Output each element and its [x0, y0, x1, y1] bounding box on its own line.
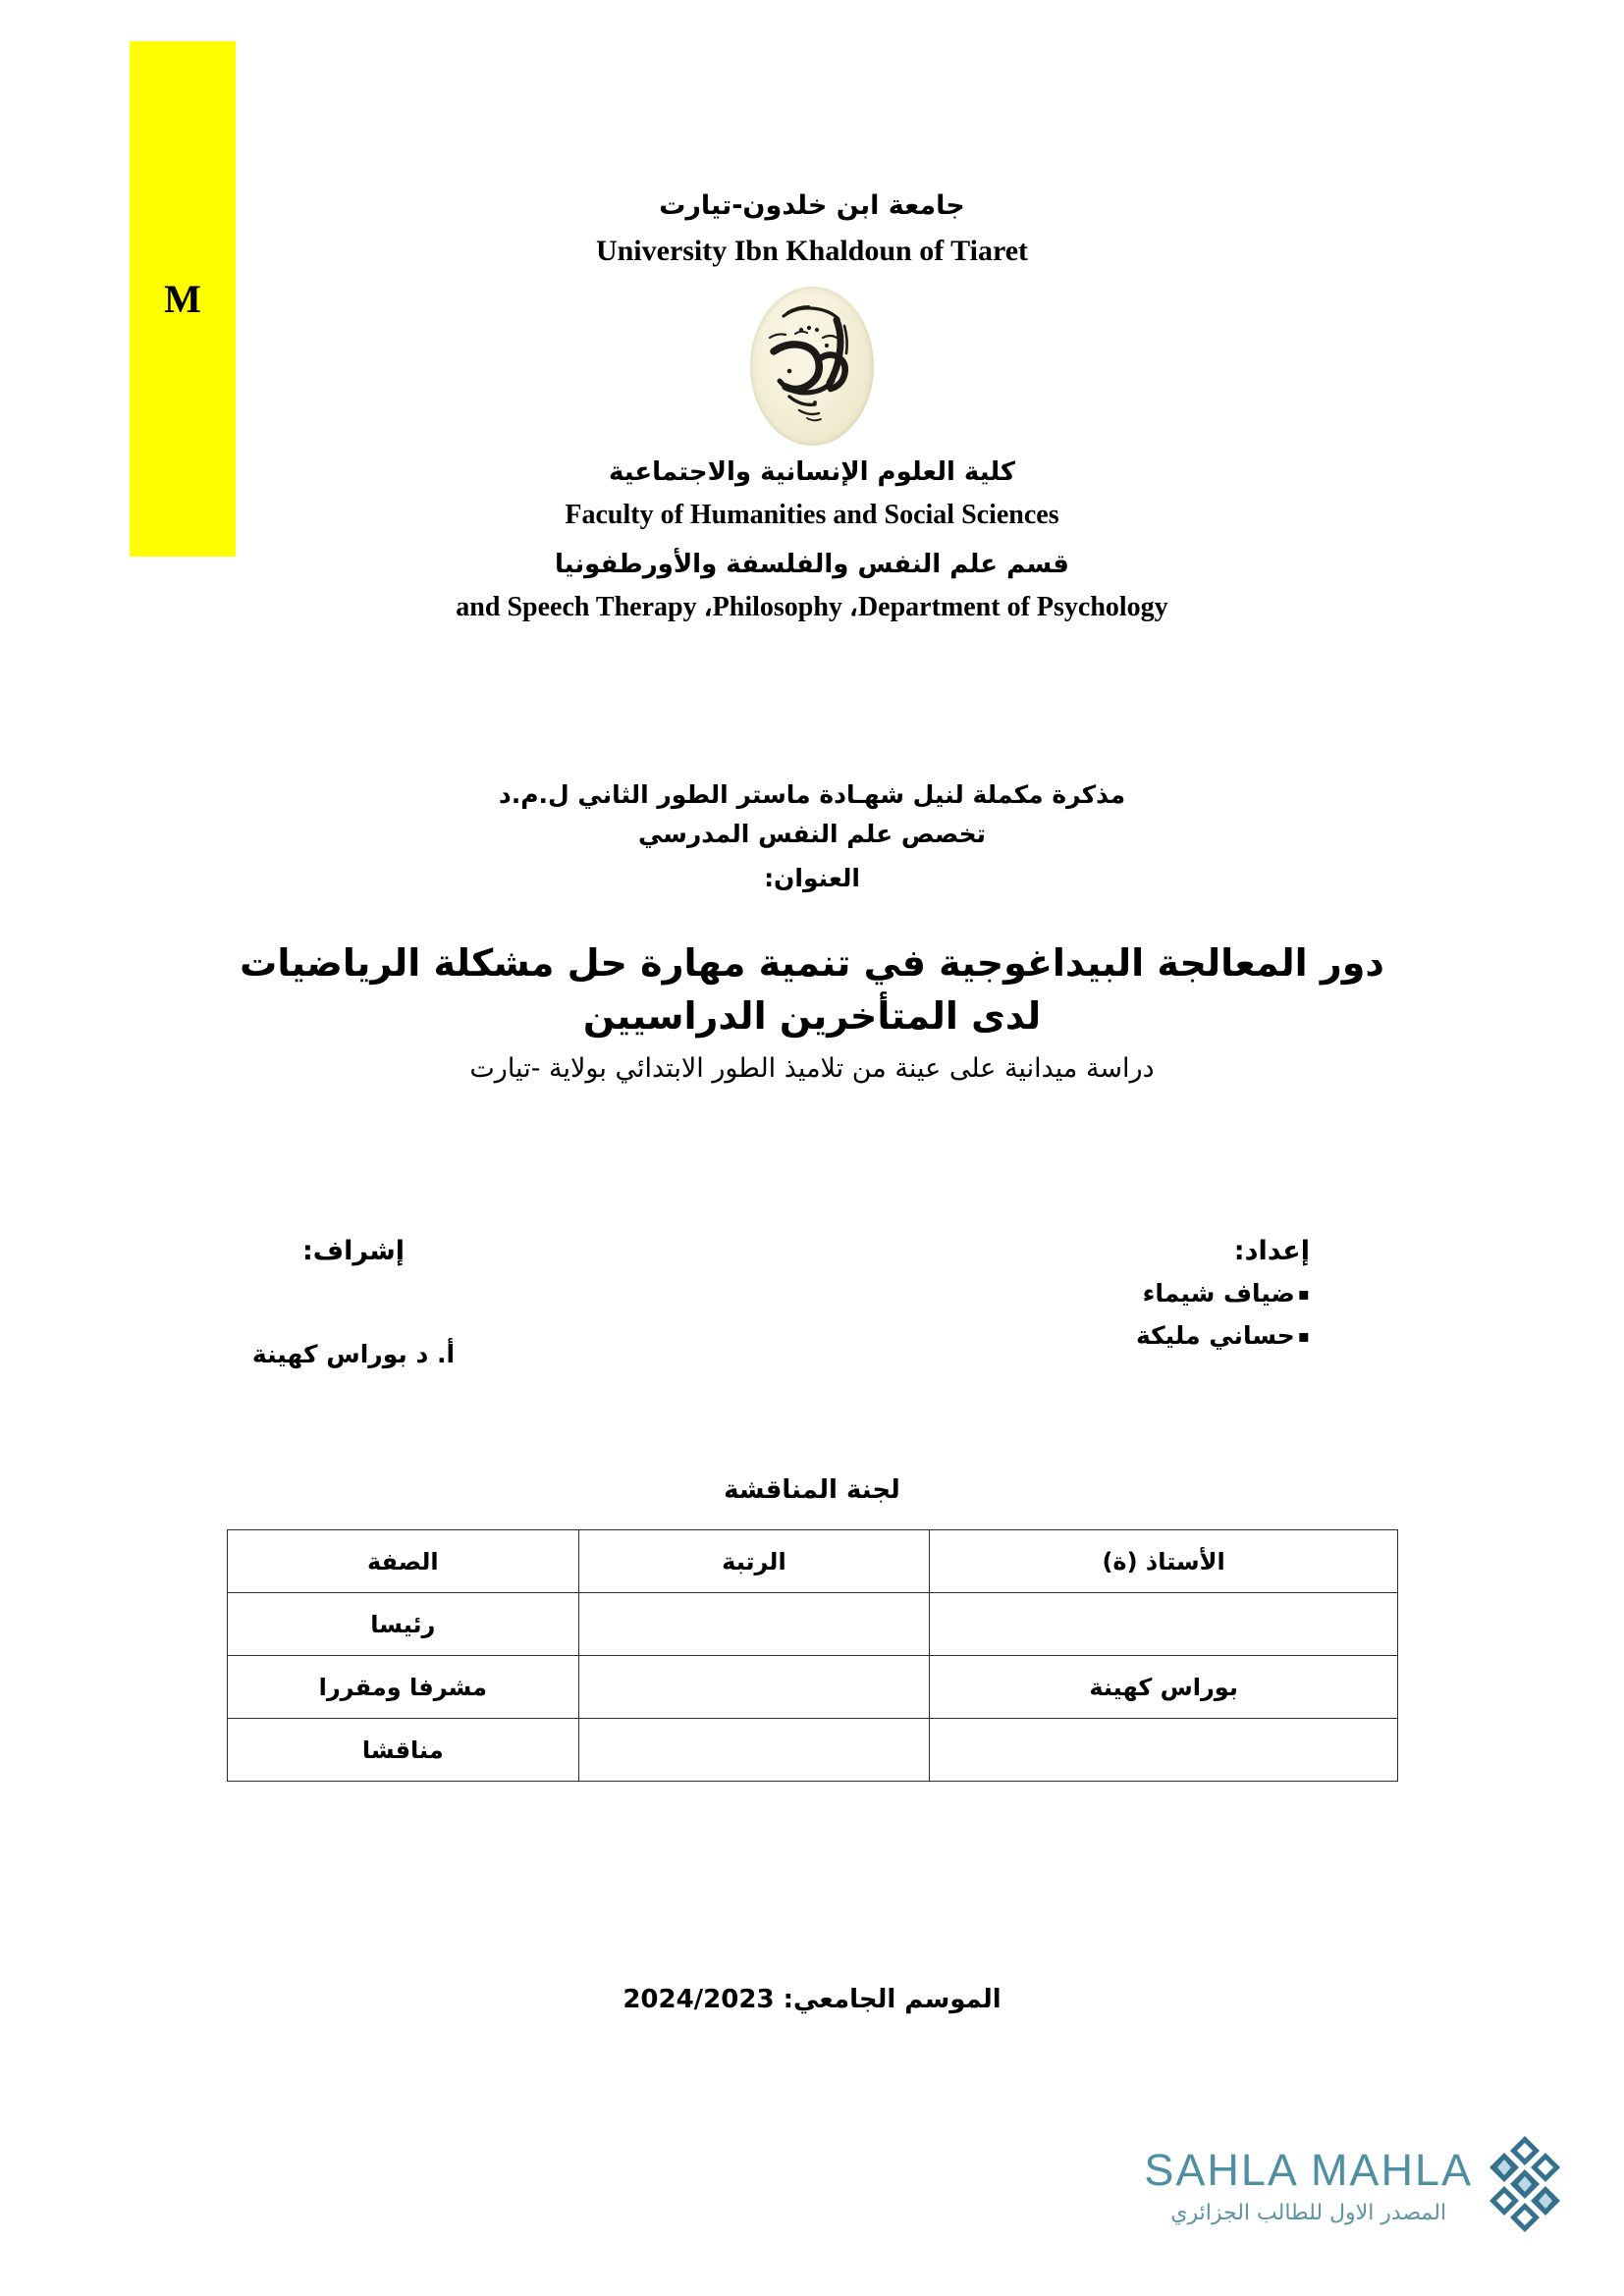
cell-professor	[930, 1593, 1398, 1656]
supervisor-name: أ. د بوراس كهينة	[251, 1339, 456, 1368]
bullet-icon: ▪	[1297, 1326, 1310, 1348]
cell-professor: بوراس كهينة	[930, 1656, 1398, 1719]
watermark-text	[1144, 2145, 1473, 2225]
column-header-professor: الأستاذ (ة)	[930, 1530, 1398, 1593]
cell-rank	[578, 1656, 930, 1719]
bullet-icon: ▪	[1297, 1283, 1310, 1305]
department-name-arabic: قسم علم النفس والفلسفة والأورطفونيا	[555, 550, 1069, 579]
column-header-rank: الرتبة	[578, 1530, 930, 1593]
supervisor-label: إشراف:	[301, 1236, 406, 1266]
watermark-brand-name: SAHLA MAHLA	[1144, 2145, 1473, 2195]
jury-section-title: لجنة المناقشة	[724, 1475, 900, 1505]
authors-label: إعداد:	[1233, 1236, 1310, 1266]
column-header-role: الصفة	[228, 1530, 579, 1593]
author-item	[1113, 1272, 1310, 1315]
degree-statement-block	[187, 775, 1437, 900]
tab-marker-letter: M	[164, 276, 201, 321]
author-name: ضياف شيماء	[1142, 1278, 1295, 1308]
university-seal-icon	[750, 287, 874, 446]
cell-role: مناقشا	[228, 1719, 579, 1782]
academic-year: الموسم الجامعي: 2024/2023	[623, 1985, 1001, 2014]
university-logo	[0, 287, 1624, 446]
faculty-department-block	[187, 454, 1437, 628]
cell-role: مشرفا ومقررا	[228, 1656, 579, 1719]
specialization: تخصص علم النفس المدرسي	[637, 820, 987, 848]
title-label: العنوان:	[764, 864, 860, 892]
watermark-tagline: المصدر الاول للطالب الجزائري	[1170, 2201, 1447, 2225]
table-row	[228, 1656, 1398, 1719]
faculty-name-arabic: كلية العلوم الإنسانية والاجتماعية	[608, 457, 1016, 487]
faculty-name-english: Faculty of Humanities and Social Sciences	[565, 500, 1059, 530]
thesis-subtitle: دراسة ميدانية على عينة من تلاميذ الطور الابتدائي بولاية -تيارت	[469, 1052, 1155, 1084]
department-name-english: and Speech Therapy ،Philosophy ،Department of Psychology	[456, 592, 1168, 622]
cell-rank	[578, 1719, 930, 1782]
thesis-title-block	[206, 937, 1418, 1089]
jury-table	[227, 1529, 1398, 1782]
thesis-title: دور المعالجة البيداغوجية في تنمية مهارة حل مشكلة الرياضيات لدى المتأخرين الدراسيين	[240, 941, 1384, 1038]
university-name-arabic: جامعة ابن خلدون-تيارت	[659, 190, 965, 221]
authors-column	[1113, 1232, 1428, 1375]
table-header-row	[228, 1530, 1398, 1593]
author-item	[1113, 1314, 1310, 1358]
sahla-mahla-logo-icon	[1483, 2134, 1567, 2239]
table-row	[228, 1719, 1398, 1782]
cell-professor	[930, 1719, 1398, 1782]
table-row	[228, 1593, 1398, 1656]
sahla-mahla-watermark	[1144, 2134, 1567, 2239]
author-name: حساني مليكة	[1135, 1321, 1295, 1351]
supervisor-column	[196, 1232, 511, 1375]
university-name-english: University Ibn Khaldoun of Tiaret	[595, 235, 1029, 268]
degree-statement: مذكرة مكملة لنيل شهـادة ماستر الطور الثاني ل.م.د	[498, 780, 1126, 809]
university-header	[187, 187, 1437, 273]
cell-role: رئيسا	[228, 1593, 579, 1656]
authors-supervisor-block	[196, 1232, 1428, 1375]
cell-rank	[578, 1593, 930, 1656]
